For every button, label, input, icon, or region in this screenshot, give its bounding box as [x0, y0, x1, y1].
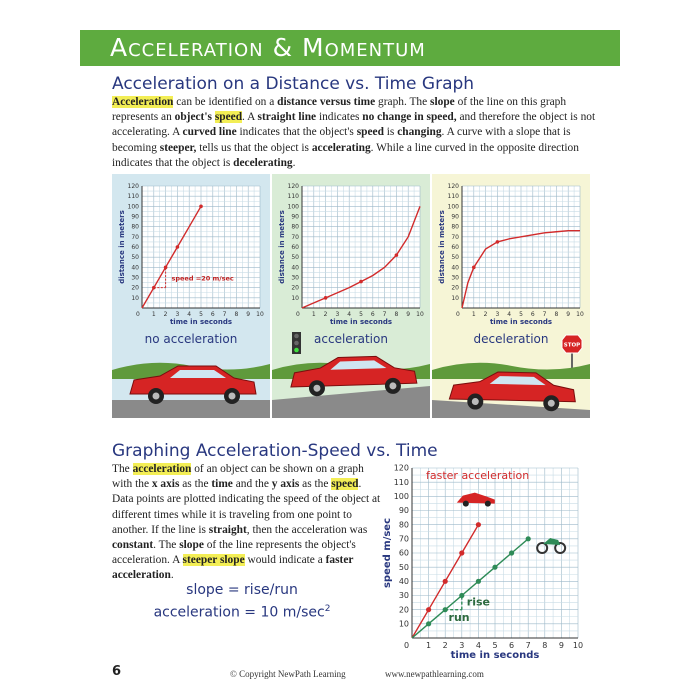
text-run: speed: [356, 126, 384, 139]
y-tick-label: 100: [287, 203, 299, 211]
text-run: time: [211, 478, 233, 491]
text-run: steeper,: [159, 141, 197, 154]
data-point: [492, 565, 497, 570]
x-tick-label: 3: [459, 641, 465, 650]
text-run: tells us that the object is: [196, 141, 312, 154]
data-point: [526, 536, 531, 541]
y-tick-label: 20: [291, 284, 299, 292]
x-tick-label: 7: [542, 311, 547, 318]
y-tick-label: 50: [291, 254, 299, 262]
y-tick-label: 50: [451, 254, 459, 262]
text-run: of the line represents the object's: [203, 539, 356, 552]
website-url: www.newpathlearning.com: [385, 669, 484, 679]
caption-deceleration: deceleration: [473, 332, 549, 346]
paragraph-distance-graph: [112, 95, 597, 171]
x-tick-label: 8: [542, 641, 548, 650]
copyright: © Copyright NewPath Learning: [230, 669, 346, 679]
section-heading-distance: Acceleration on a Distance vs. Time Graph: [112, 74, 475, 94]
panel-acceleration: [272, 174, 430, 418]
y-tick-label: 40: [291, 264, 299, 272]
text-run: indicates: [316, 111, 363, 124]
y-tick-label: 80: [398, 520, 409, 530]
y-axis-label: distance in meters: [278, 210, 286, 284]
origin-label: 0: [404, 641, 410, 650]
text-run: curved line: [182, 126, 237, 139]
y-tick-label: 10: [291, 294, 299, 302]
x-tick-label: 7: [382, 311, 387, 318]
x-tick-label: 3: [175, 311, 180, 318]
formula-slope: slope = rise/run: [186, 582, 298, 598]
text-run: of an object can be shown on a graph with the: [112, 463, 364, 491]
page-number: 6: [112, 664, 122, 679]
text-run: acceleration: [132, 463, 192, 475]
text-run: slope: [430, 96, 455, 108]
title-banner: [80, 30, 620, 66]
y-tick-label: 70: [131, 233, 139, 241]
text-run: . Data points are plotted indicating the speed of the object at different times while it is traveling from one point to another. If the line is: [112, 478, 381, 536]
x-tick-label: 2: [483, 311, 488, 318]
x-tick-label: 5: [359, 311, 363, 318]
y-tick-label: 110: [447, 193, 459, 201]
text-run: , then the acceleration was: [246, 523, 368, 536]
x-tick-label: 9: [558, 641, 564, 650]
x-axis-label: time in seconds: [169, 318, 233, 326]
text-run: straight line: [257, 111, 317, 124]
y-tick-label: 10: [131, 294, 139, 302]
y-tick-label: 120: [393, 463, 409, 473]
text-run: Acceleration: [112, 96, 174, 108]
paragraph-speed-graph: [112, 462, 384, 584]
text-run: decelerating: [233, 156, 293, 169]
text-run: is: [383, 126, 398, 139]
red-car-icon: [290, 355, 417, 397]
text-run: steeper slope: [182, 554, 245, 567]
y-tick-label: 90: [291, 213, 299, 221]
x-tick-label: 2: [442, 641, 448, 650]
x-tick-label: 4: [347, 311, 352, 318]
x-tick-label: 9: [406, 311, 411, 318]
x-tick-label: 10: [576, 311, 584, 318]
text-run: .: [170, 569, 174, 582]
text-run: indicates that the object's: [236, 126, 357, 139]
data-point: [476, 579, 481, 584]
x-tick-label: 2: [323, 311, 328, 318]
y-tick-label: 30: [398, 591, 409, 601]
data-point: [472, 266, 476, 270]
y-tick-label: 80: [451, 223, 459, 231]
text-run: . The: [153, 539, 180, 552]
x-tick-label: 3: [335, 311, 340, 318]
text-run: . While a line curved in the opposite direction indicates that the object is: [112, 141, 579, 169]
y-tick-label: 90: [451, 213, 459, 221]
y-tick-label: 110: [287, 193, 299, 201]
text-run: .: [292, 156, 296, 169]
section-heading-speed: Graphing Acceleration-Speed vs. Time: [112, 441, 438, 461]
text-run: of the line on this graph represents an: [112, 96, 567, 124]
x-axis-label: time in seconds: [329, 318, 393, 326]
x-tick-label: 6: [210, 311, 215, 318]
y-tick-label: 70: [398, 534, 409, 544]
origin-label: 0: [136, 311, 140, 318]
data-point: [176, 245, 180, 249]
traffic-light-lamp: [294, 348, 299, 353]
x-tick-label: 1: [311, 311, 316, 318]
text-run: distance versus time: [277, 96, 376, 108]
y-tick-label: 110: [393, 477, 409, 487]
x-tick-label: 1: [151, 311, 156, 318]
sports-car-wheel: [485, 501, 491, 507]
y-tick-label: 120: [287, 183, 299, 190]
x-tick-label: 2: [163, 311, 168, 318]
y-tick-label: 110: [127, 193, 139, 201]
chart-title: faster acceleration: [426, 469, 530, 482]
y-tick-label: 60: [398, 548, 409, 558]
speed-time-chart: [382, 462, 592, 664]
caption-acceleration: acceleration: [314, 332, 388, 346]
y-tick-label: 120: [127, 183, 139, 190]
x-tick-label: 4: [475, 641, 481, 650]
origin-label: 0: [296, 311, 300, 318]
data-point: [496, 240, 500, 244]
data-point: [426, 607, 431, 612]
origin-label: 0: [456, 311, 460, 318]
y-tick-label: 60: [451, 244, 459, 251]
car-hubcap: [229, 393, 236, 400]
x-tick-label: 6: [509, 641, 515, 650]
text-run: graph. The: [375, 96, 431, 108]
text-run: x axis: [151, 478, 180, 491]
data-point: [199, 205, 203, 209]
y-tick-label: 20: [131, 284, 139, 292]
text-run: no change in speed,: [362, 111, 457, 124]
text-run: accelerating: [311, 141, 371, 154]
x-tick-label: 10: [416, 311, 424, 318]
x-tick-label: 1: [426, 641, 432, 650]
y-tick-label: 30: [131, 274, 139, 282]
y-tick-label: 90: [131, 213, 139, 221]
x-axis-label: time in seconds: [450, 650, 540, 661]
x-tick-label: 10: [572, 641, 584, 650]
text-run: . A curve with a slope that is becoming: [112, 126, 571, 154]
x-tick-label: 8: [554, 311, 559, 318]
road: [432, 400, 590, 418]
x-tick-label: 4: [187, 311, 192, 318]
text-run: speed: [331, 478, 359, 491]
y-tick-label: 60: [131, 244, 139, 251]
y-tick-label: 30: [291, 274, 299, 282]
sports-car-wheel: [463, 501, 469, 507]
text-run: as the: [299, 478, 332, 491]
text-run: would indicate a: [244, 554, 326, 567]
x-tick-label: 9: [566, 311, 571, 318]
y-axis-label: distance in meters: [118, 210, 126, 284]
y-tick-label: 40: [131, 264, 139, 272]
text-run: constant: [112, 539, 154, 552]
x-tick-label: 6: [530, 311, 535, 318]
x-tick-label: 8: [234, 311, 239, 318]
text-run: The: [112, 463, 133, 475]
y-tick-label: 100: [447, 203, 459, 211]
x-tick-label: 3: [495, 311, 500, 318]
text-run: slope: [179, 539, 204, 552]
text-run: as the: [179, 478, 212, 491]
text-run: faster acceleration: [112, 554, 354, 582]
x-tick-label: 1: [471, 311, 476, 318]
text-run: . A: [242, 111, 258, 124]
text-run: speed: [214, 111, 243, 124]
data-point: [459, 550, 464, 555]
y-tick-label: 80: [291, 223, 299, 231]
text-run: object's: [174, 111, 212, 124]
y-tick-label: 40: [451, 264, 459, 272]
y-tick-label: 50: [131, 254, 139, 262]
data-point: [324, 296, 328, 300]
y-tick-label: 10: [398, 619, 409, 629]
y-tick-label: 60: [291, 244, 299, 251]
rise-label: rise: [466, 595, 490, 609]
text-run: . A: [167, 554, 183, 567]
data-point: [426, 621, 431, 626]
x-tick-label: 7: [222, 311, 227, 318]
x-tick-label: 6: [370, 311, 375, 318]
y-tick-label: 70: [291, 233, 299, 241]
y-tick-label: 40: [398, 577, 409, 586]
y-tick-label: 90: [398, 506, 409, 516]
text-run: and therefore the object is not accelerating. A: [112, 111, 596, 139]
text-run: can be identified on a: [173, 96, 278, 108]
text-run: and the: [232, 478, 272, 491]
road: [112, 400, 270, 418]
run-label: run: [448, 611, 470, 624]
stop-sign-label: STOP: [563, 342, 581, 349]
data-point: [509, 550, 514, 555]
y-tick-label: 20: [451, 284, 459, 292]
caption-no-acceleration: no acceleration: [144, 332, 238, 346]
data-point: [359, 280, 363, 284]
y-tick-label: 50: [398, 562, 409, 572]
y-tick-label: 10: [451, 294, 459, 302]
data-point: [443, 579, 448, 584]
y-tick-label: 120: [447, 183, 459, 190]
y-tick-label: 20: [398, 605, 409, 615]
panel-no-acceleration: [112, 174, 270, 418]
car-hubcap: [153, 393, 160, 400]
x-tick-label: 8: [394, 311, 399, 318]
x-tick-label: 5: [199, 311, 203, 318]
page-title: Acceleration & Momentum: [110, 33, 426, 62]
formula-acceleration: acceleration = 10 $m/\sec^2$: [153, 604, 331, 621]
speed-annotation: speed =20 m/sec: [171, 274, 234, 283]
y-tick-label: 100: [127, 203, 139, 211]
x-tick-label: 5: [519, 311, 523, 318]
x-axis-label: time in seconds: [489, 318, 553, 326]
y-tick-label: 80: [131, 223, 139, 231]
y-axis-label: speed m/sec: [382, 517, 393, 589]
x-tick-label: 5: [492, 641, 498, 650]
x-tick-label: 10: [256, 311, 264, 318]
x-tick-label: 4: [507, 311, 512, 318]
panel-deceleration: [432, 174, 590, 418]
road: [272, 386, 430, 418]
x-tick-label: 7: [525, 641, 531, 650]
data-point: [395, 253, 399, 257]
text-run: straight: [208, 523, 247, 536]
y-tick-label: 30: [451, 274, 459, 282]
text-run: acceleration: [112, 554, 168, 567]
text-run: changing: [397, 126, 442, 139]
y-tick-label: 70: [451, 233, 459, 241]
x-tick-label: 9: [246, 311, 251, 318]
y-axis-label: distance in meters: [438, 210, 446, 284]
data-point: [476, 522, 481, 527]
text-run: y axis: [271, 478, 300, 491]
y-tick-label: 100: [393, 492, 409, 501]
